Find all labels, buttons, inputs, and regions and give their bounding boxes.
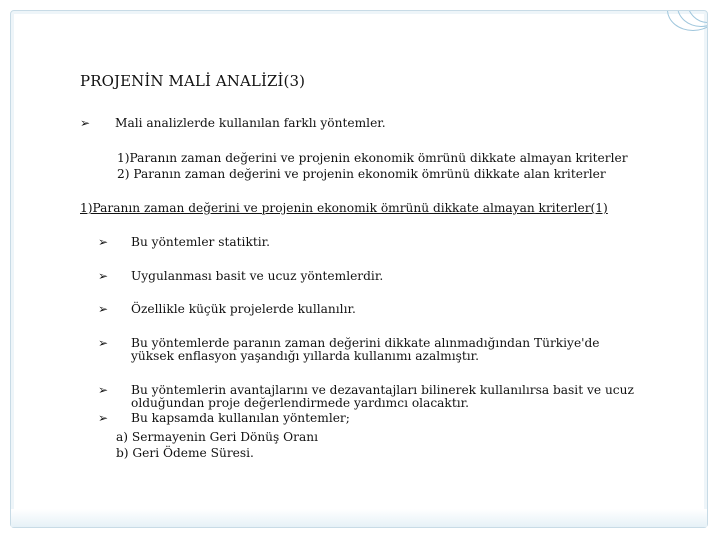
bullet-arrow-icon: ➢ [98, 269, 109, 283]
bullet-item-2: Uygulanması basit ve ucuz yöntemlerdir. [131, 269, 384, 283]
bullet-arrow-icon: ➢ [98, 336, 109, 350]
corner-decoration [647, 11, 707, 41]
bullet-item-5-line-2: olduğundan proje değerlendirmede yardımcı olacaktır. [131, 396, 469, 410]
slide-title: PROJENİN MALİ ANALİZİ(3) [80, 72, 306, 90]
bullet-item-5-line-1: Bu yöntemlerin avantajlarını ve dezavantajları bilinerek kullanılırsa basit ve ucuz [131, 383, 634, 397]
bullet-arrow-icon: ➢ [98, 302, 109, 316]
bullet-arrow-icon: ➢ [80, 116, 91, 130]
sub-item-a: a) Sermayenin Geri Dönüş Oranı [116, 430, 318, 444]
method-2: 2) Paranın zaman değerini ve projenin ekonomik ömrünü dikkate alan kriterler [117, 167, 606, 181]
bullet-arrow-icon: ➢ [98, 383, 109, 397]
bottom-band [11, 509, 707, 527]
intro-text: Mali analizlerde kullanılan farklı yöntemler. [115, 116, 386, 130]
bullet-item-4-line-2: yüksek enflasyon yaşandığı yıllarda kullanımı azalmıştır. [131, 349, 479, 363]
bullet-item-6: Bu kapsamda kullanılan yöntemler; [131, 411, 350, 425]
bullet-item-4-line-1: Bu yöntemlerde paranın zaman değerini dikkate alınmadığından Türkiye'de [131, 336, 600, 350]
bullet-item-1: Bu yöntemler statiktir. [131, 235, 270, 249]
bullet-arrow-icon: ➢ [98, 235, 109, 249]
method-1: 1)Paranın zaman değerini ve projenin ekonomik ömrünü dikkate almayan kriterler [117, 151, 628, 165]
bullet-arrow-icon: ➢ [98, 411, 109, 425]
sub-item-b: b) Geri Ödeme Süresi. [116, 446, 254, 460]
section-heading: 1)Paranın zaman değerini ve projenin ekonomik ömrünü dikkate almayan kriterler(1) [80, 201, 608, 215]
bullet-item-3: Özellikle küçük projelerde kullanılır. [131, 302, 356, 316]
